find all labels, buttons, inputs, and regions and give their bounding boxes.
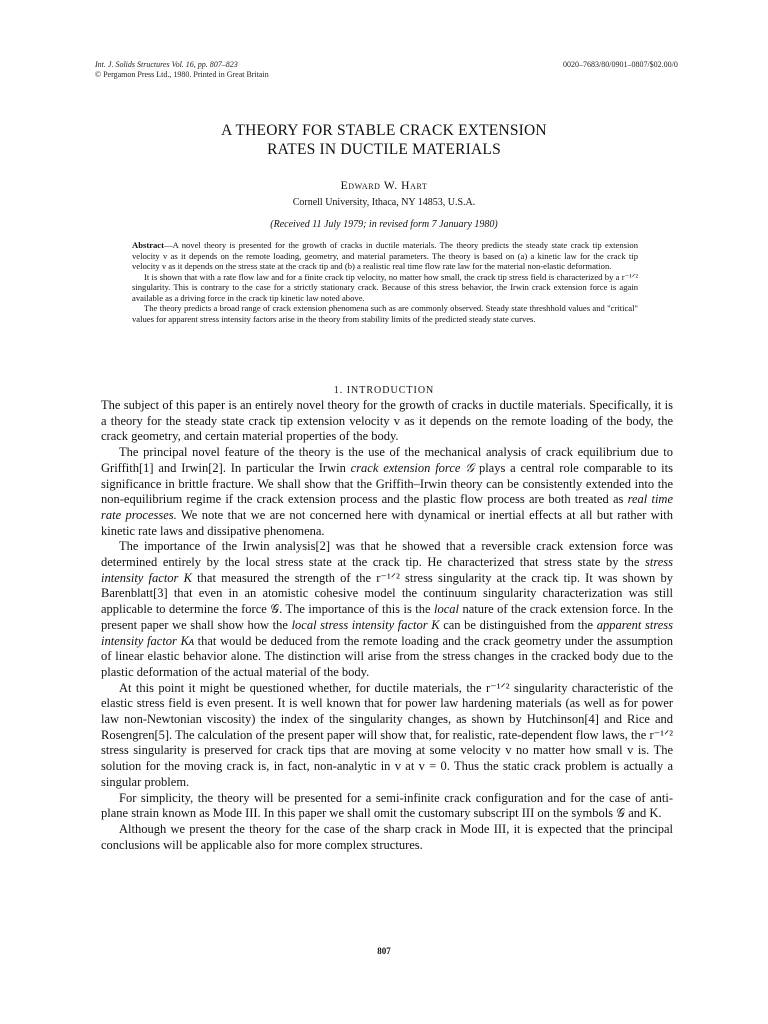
abstract: [132, 240, 638, 324]
p3-emphasis-3: local stress intensity factor K: [291, 617, 440, 632]
p3-text-e: that would be deduced from the remote loading and the crack geometry under the assumption of linear elastic behavior alone. The distinction will arise from the stress changes in the cracked body due to the plastic deformation of the actual material of the body.: [101, 633, 674, 679]
author-affiliation: Cornell University, Ithaca, NY 14853, U.S.A.: [292, 197, 476, 208]
author-name: Edward W. Hart: [340, 180, 428, 192]
p2-text-a: The principal novel feature of the theory is the use of the mechanical analysis of crack equilibrium due to Griffith[1] and Irwin[2]. In particular the Irwin: [101, 445, 673, 475]
publisher-line: © Pergamon Press Ltd., 1980. Printed in Great Britain: [95, 70, 269, 79]
abstract-paragraph-3: The theory predicts a broad range of crack extension phenomena such as are commonly observed. Steady state threshhold values and "critical" values for apparent stress intensity factors arise in the theory from stability limits of the predicted steady state curves.: [132, 303, 638, 324]
abstract-text-1: —A novel theory is presented for the growth of cracks in ductile materials. The theory predicts the steady state crack tip extension velocity v as it depends on the remote loading, geometry, and material parameters. The theory is based on (a) a kinetic law for the crack tip velocity v as it depends on the stress state at the crack tip and (b) a realistic real time flow rate law for the material non-elastic deformation.: [132, 240, 638, 271]
paper-title: [0, 121, 768, 159]
article-code: 0020–7683/80/0901–0807/$02.00/0: [563, 60, 678, 69]
p2-emphasis-1: crack extension force 𝒢: [350, 460, 475, 475]
body-paragraph-3: [101, 539, 673, 680]
body-paragraph-2: [101, 445, 673, 539]
p3-emphasis-1: stress intensity factor K: [101, 555, 673, 585]
title-line-2: RATES IN DUCTILE MATERIALS: [267, 141, 501, 158]
body-text: [101, 398, 673, 853]
p3-text-b: that measured the strength of the r⁻¹ᐟ² stress singularity at the crack tip. It was shown by Barenblatt[3] that even in an atomistic cohesive model the continuum singularity characterization was still applicable to determine the force 𝒢. The importance of this is the: [101, 570, 673, 617]
received-dates: (Received 11 July 1979; in revised form 7 January 1980): [270, 219, 498, 230]
abstract-paragraph-1: [132, 240, 638, 272]
body-paragraph-5: For simplicity, the theory will be presented for a semi-infinite crack configuration and for the case of anti-plane strain known as Mode III. In this paper we shall omit the customary subscript III on the symbols 𝒢 and K.: [101, 790, 673, 821]
p2-text-b: plays a central role comparable to its significance in brittle fracture. We shall show that the Griffith–Irwin theory can be consistently extended into the non-equilibrium regime if the crack extension process and the plastic flow process are both treated as: [101, 460, 673, 507]
title-line-1: A THEORY FOR STABLE CRACK EXTENSION: [221, 122, 547, 139]
p3-emphasis-2: local: [434, 602, 459, 617]
body-paragraph-4: At this point it might be questioned whether, for ductile materials, the r⁻¹ᐟ² singularity characteristic of the elastic stress field is even present. It is well known that for power law hardening materials (as well as for power law non-Newtonian viscosity) the index of the singularity changes, as shown by Hutchinson[4] and Rice and Rosengren[5]. The calculation of the present paper will show that, for realistic, rate-dependent flow laws, the r⁻¹ᐟ² stress singularity is preserved for crack tips that are moving at some velocity v no matter how small v is. The solution for the moving crack is, in fact, non-analytic in v at v = 0. Thus the static crack problem is actually a singular problem.: [101, 680, 673, 789]
p3-text-a: The importance of the Irwin analysis[2] was that he showed that a reversible crack extension force was determined entirely by the local stress state at the crack tip. He characterized that stress state by the: [101, 539, 673, 570]
p2-text-c: We note that we are not concerned here with dynamical or inertial effects at all but rather with kinetic rate laws and dissipative phenomena.: [101, 507, 673, 538]
p3-emphasis-4: apparent stress intensity factor Kᴀ: [101, 617, 673, 648]
body-paragraph-6: Although we present the theory for the case of the sharp crack in Mode III, it is expected that the principal conclusions will be applicable also for more complex structures.: [101, 821, 673, 852]
abstract-paragraph-2: It is shown that with a rate flow law and for a finite crack tip velocity, no matter how small, the crack tip stress field is characterized by a r⁻¹ᐟ² singularity. This is contrary to the case for a strictly stationary crack. Because of this stress behavior, the Irwin crack extension force is again available as a driving force in the crack tip kinetic law noted above.: [132, 271, 638, 303]
body-paragraph-1: The subject of this paper is an entirely novel theory for the growth of cracks in ductile materials. Specifically, it is a theory for the steady state crack tip extension velocity v as it depends on the remote loading of the body, the crack geometry, and certain material properties of the body.: [101, 398, 673, 444]
abstract-label: Abstract: [132, 240, 164, 250]
page-number: 807: [377, 946, 391, 956]
section-heading: 1. INTRODUCTION: [333, 385, 435, 396]
p2-emphasis-2: real time rate processes.: [101, 492, 673, 522]
journal-citation: Int. J. Solids Structures Vol. 16, pp. 807–823: [95, 60, 238, 69]
p3-text-d: can be distinguished from the: [439, 617, 597, 632]
p3-text-c: nature of the crack extension force. In the present paper we shall show how the: [101, 602, 673, 632]
journal-header: [95, 60, 269, 80]
